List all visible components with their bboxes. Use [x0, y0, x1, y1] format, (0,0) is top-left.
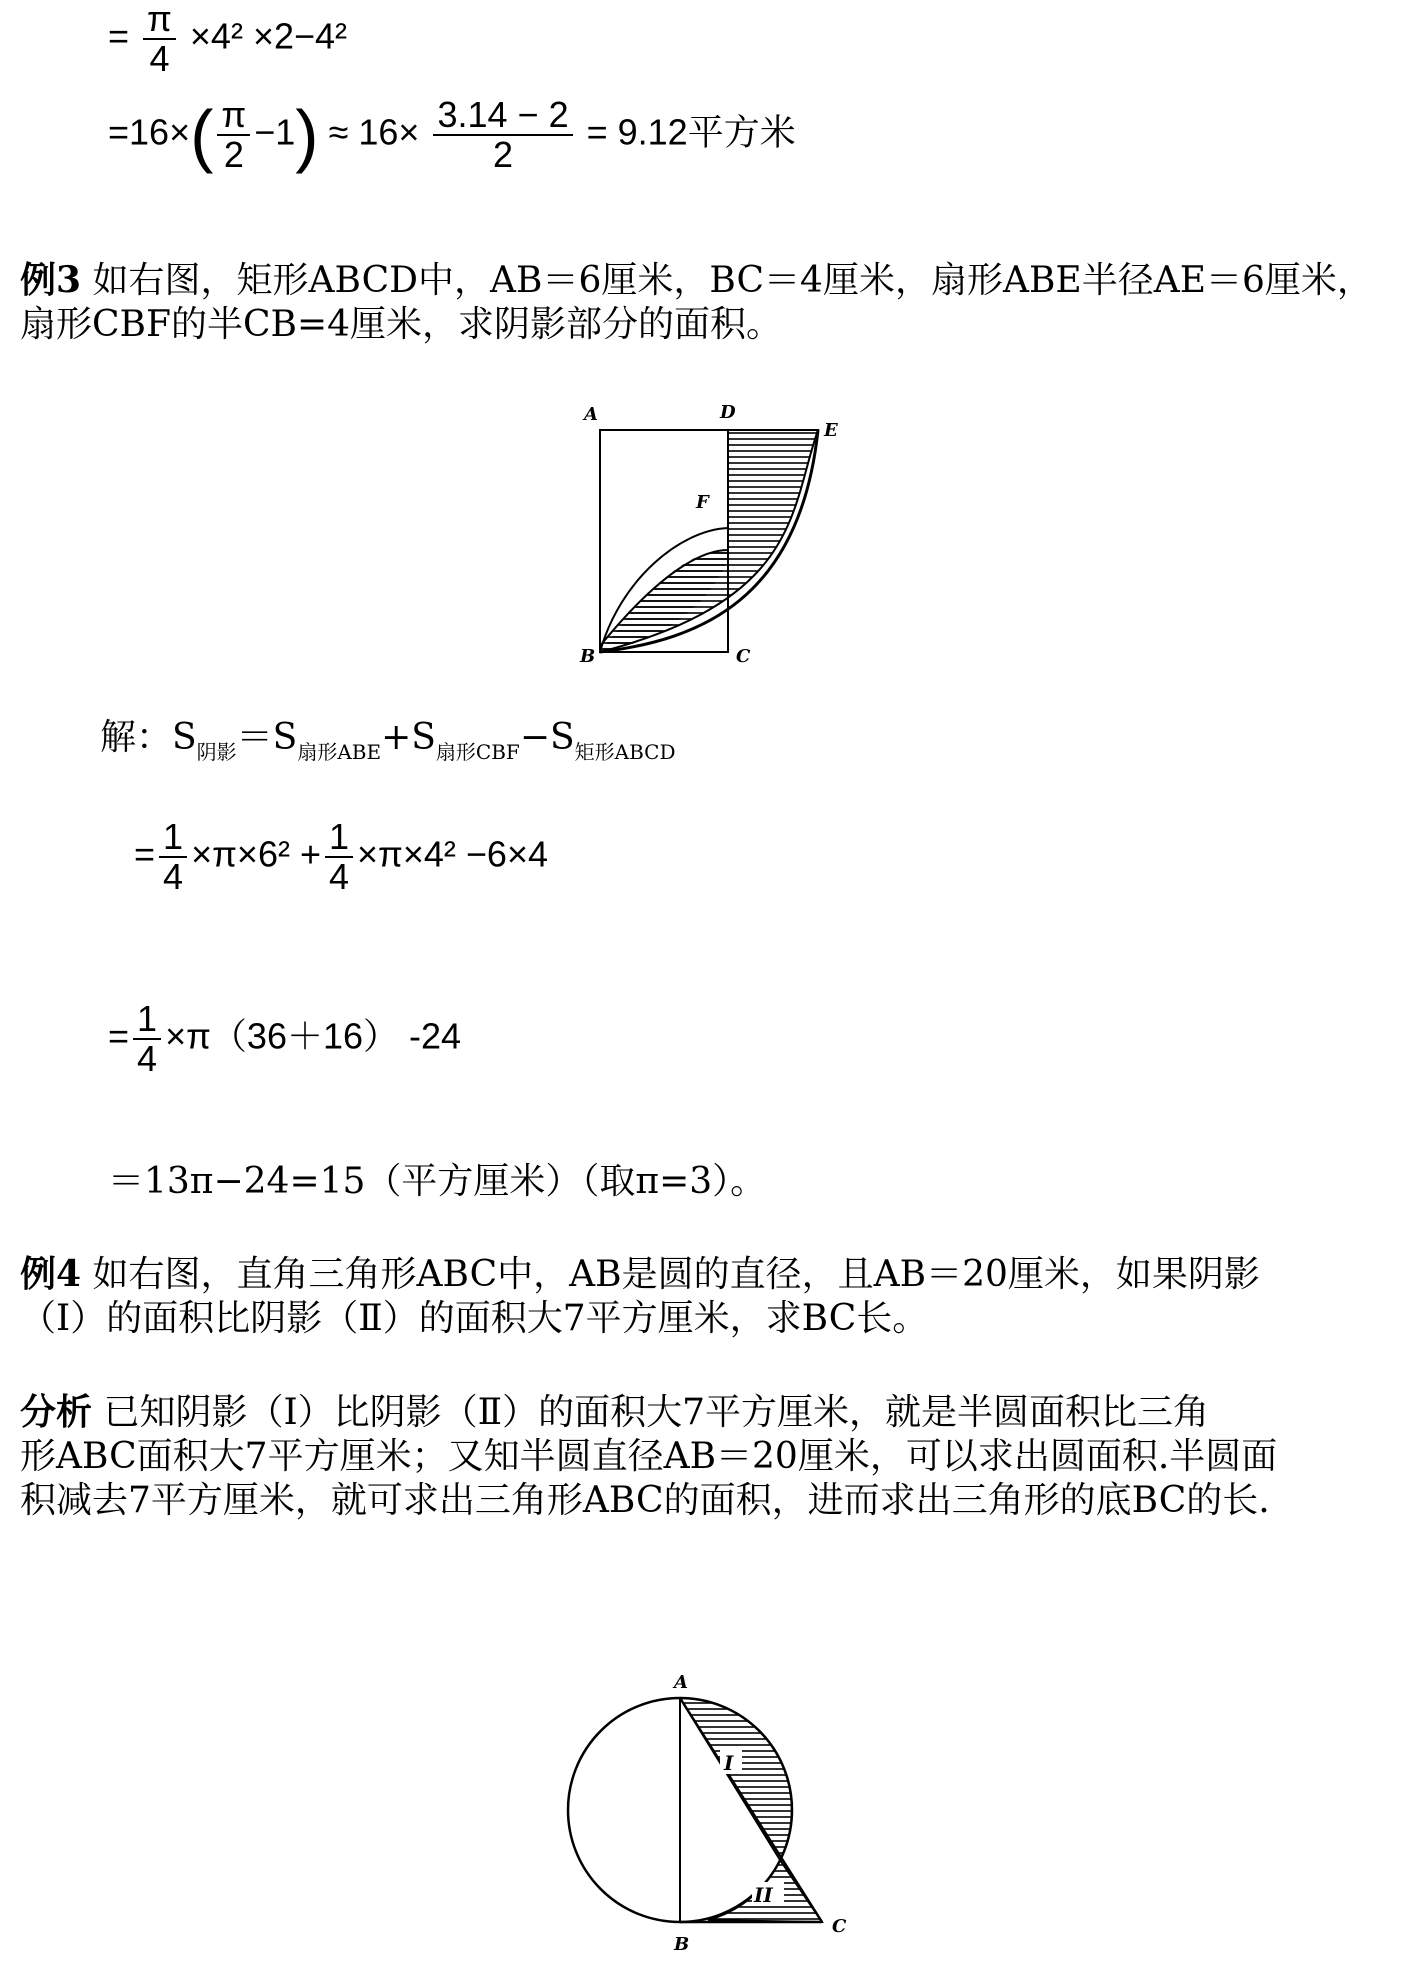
solution-step-3: ＝13π−24=15（平方厘米）（取π=3）。: [108, 1161, 767, 1202]
figure-rectangle-sectors: [560, 400, 880, 670]
analysis-line-1: [20, 1390, 1277, 1435]
frac-num: π: [217, 96, 250, 136]
example-4-line-1-text: 如右图，直角三角形ABC中，AB是圆的直径，且AB＝20厘米，如果阴影: [81, 1254, 1260, 1295]
left-paren: (: [190, 95, 214, 174]
step2-term: ×π（36＋16） -24: [165, 1015, 462, 1057]
label-b: B: [674, 1934, 690, 1955]
label-c: C: [832, 1916, 847, 1937]
sol-sub-sector-abe: 扇形ABE: [297, 740, 382, 764]
sol-plus: +S: [381, 717, 436, 758]
quarter-2: [325, 818, 353, 896]
pi-over-4: [143, 0, 176, 78]
label-b: B: [580, 646, 596, 667]
example-4-text: [20, 1252, 1260, 1341]
example-4-label: 例4: [20, 1253, 82, 1295]
example-3-line-1: [20, 258, 1373, 303]
label-ii: II: [754, 1883, 773, 1907]
label-a: A: [584, 404, 598, 425]
eq-rest: ×4² ×2−4²: [189, 15, 348, 57]
eq-sign: =: [108, 15, 130, 57]
label-a: A: [674, 1672, 688, 1693]
sol-sub-shadow: 阴影: [196, 740, 237, 764]
example-3-label: 例3: [20, 259, 82, 301]
analysis-line-1-text: 已知阴影（Ⅰ）比阴影（Ⅱ）的面积大7平方厘米，就是半圆面积比三角: [92, 1392, 1210, 1433]
example-4-line-2: （Ⅰ）的面积比阴影（Ⅱ）的面积大7平方厘米，求BC长。: [20, 1298, 929, 1339]
sol-prefix: 解：S: [100, 717, 197, 758]
eq-sign: =: [108, 1015, 130, 1057]
sol-sub-sector-cbf: 扇形CBF: [435, 740, 520, 764]
label-c: C: [736, 646, 751, 667]
eq-line-1: [108, 0, 347, 78]
frac-num: 3.14 − 2: [433, 96, 572, 136]
step1-term-2: ×π×4² −6×4: [357, 833, 549, 875]
label-f: F: [696, 492, 709, 513]
quarter: [133, 1000, 161, 1078]
solution-line: [100, 716, 676, 774]
analysis-line-3: 积减去7平方厘米，就可求出三角形ABC的面积，进而求出三角形的底BC的长.: [20, 1480, 1270, 1521]
analysis-line-2: 形ABC面积大7平方厘米；又知半圆直径AB＝20厘米，可以求出圆面积.半圆面: [20, 1436, 1278, 1477]
figure-circle-triangle: [548, 1670, 888, 1970]
right-paren: ): [295, 95, 319, 174]
frac-num: 1: [159, 818, 187, 858]
quarter-1: [159, 818, 187, 896]
frac-den: 4: [328, 855, 350, 897]
minus-one: −1: [254, 111, 296, 153]
eq-lead: =16×: [108, 111, 191, 153]
approx-fraction: [433, 96, 572, 174]
eq-line-2: [108, 96, 796, 174]
sol-eq: ＝S: [236, 717, 298, 758]
analysis-label: 分析: [20, 1391, 93, 1433]
frac-den: 4: [163, 855, 184, 897]
solution-step-1: [134, 818, 548, 896]
frac-den: 4: [149, 37, 170, 79]
frac-den: 2: [493, 133, 514, 175]
label-e: E: [824, 420, 838, 441]
example-3-line-2: 扇形CBF的半CB=4厘米，求阴影部分的面积。: [20, 304, 783, 345]
pi-over-2: [217, 96, 250, 174]
frac-den: 2: [223, 133, 244, 175]
label-i: I: [724, 1751, 734, 1775]
example-3-line-1-text: 如右图，矩形ABCD中，AB＝6厘米，BC＝4厘米，扇形ABE半径AE＝6厘米，: [81, 260, 1373, 301]
frac-num: 1: [133, 1000, 161, 1040]
eq-result: = 9.12平方米: [586, 111, 796, 153]
frac-num: π: [143, 0, 176, 40]
analysis-text: [20, 1390, 1277, 1523]
frac-num: 1: [325, 818, 353, 858]
eq-sign: =: [134, 833, 156, 875]
label-d: D: [720, 402, 736, 423]
approx: ≈ 16×: [328, 111, 420, 153]
example-3-text: [20, 258, 1373, 347]
sol-minus: −S: [519, 717, 575, 758]
solution-step-2: [108, 1000, 461, 1078]
sol-sub-rect: 矩形ABCD: [574, 740, 676, 764]
step1-term-1: ×π×6² +: [191, 833, 321, 875]
frac-den: 4: [137, 1037, 158, 1079]
example-4-line-1: [20, 1252, 1260, 1297]
